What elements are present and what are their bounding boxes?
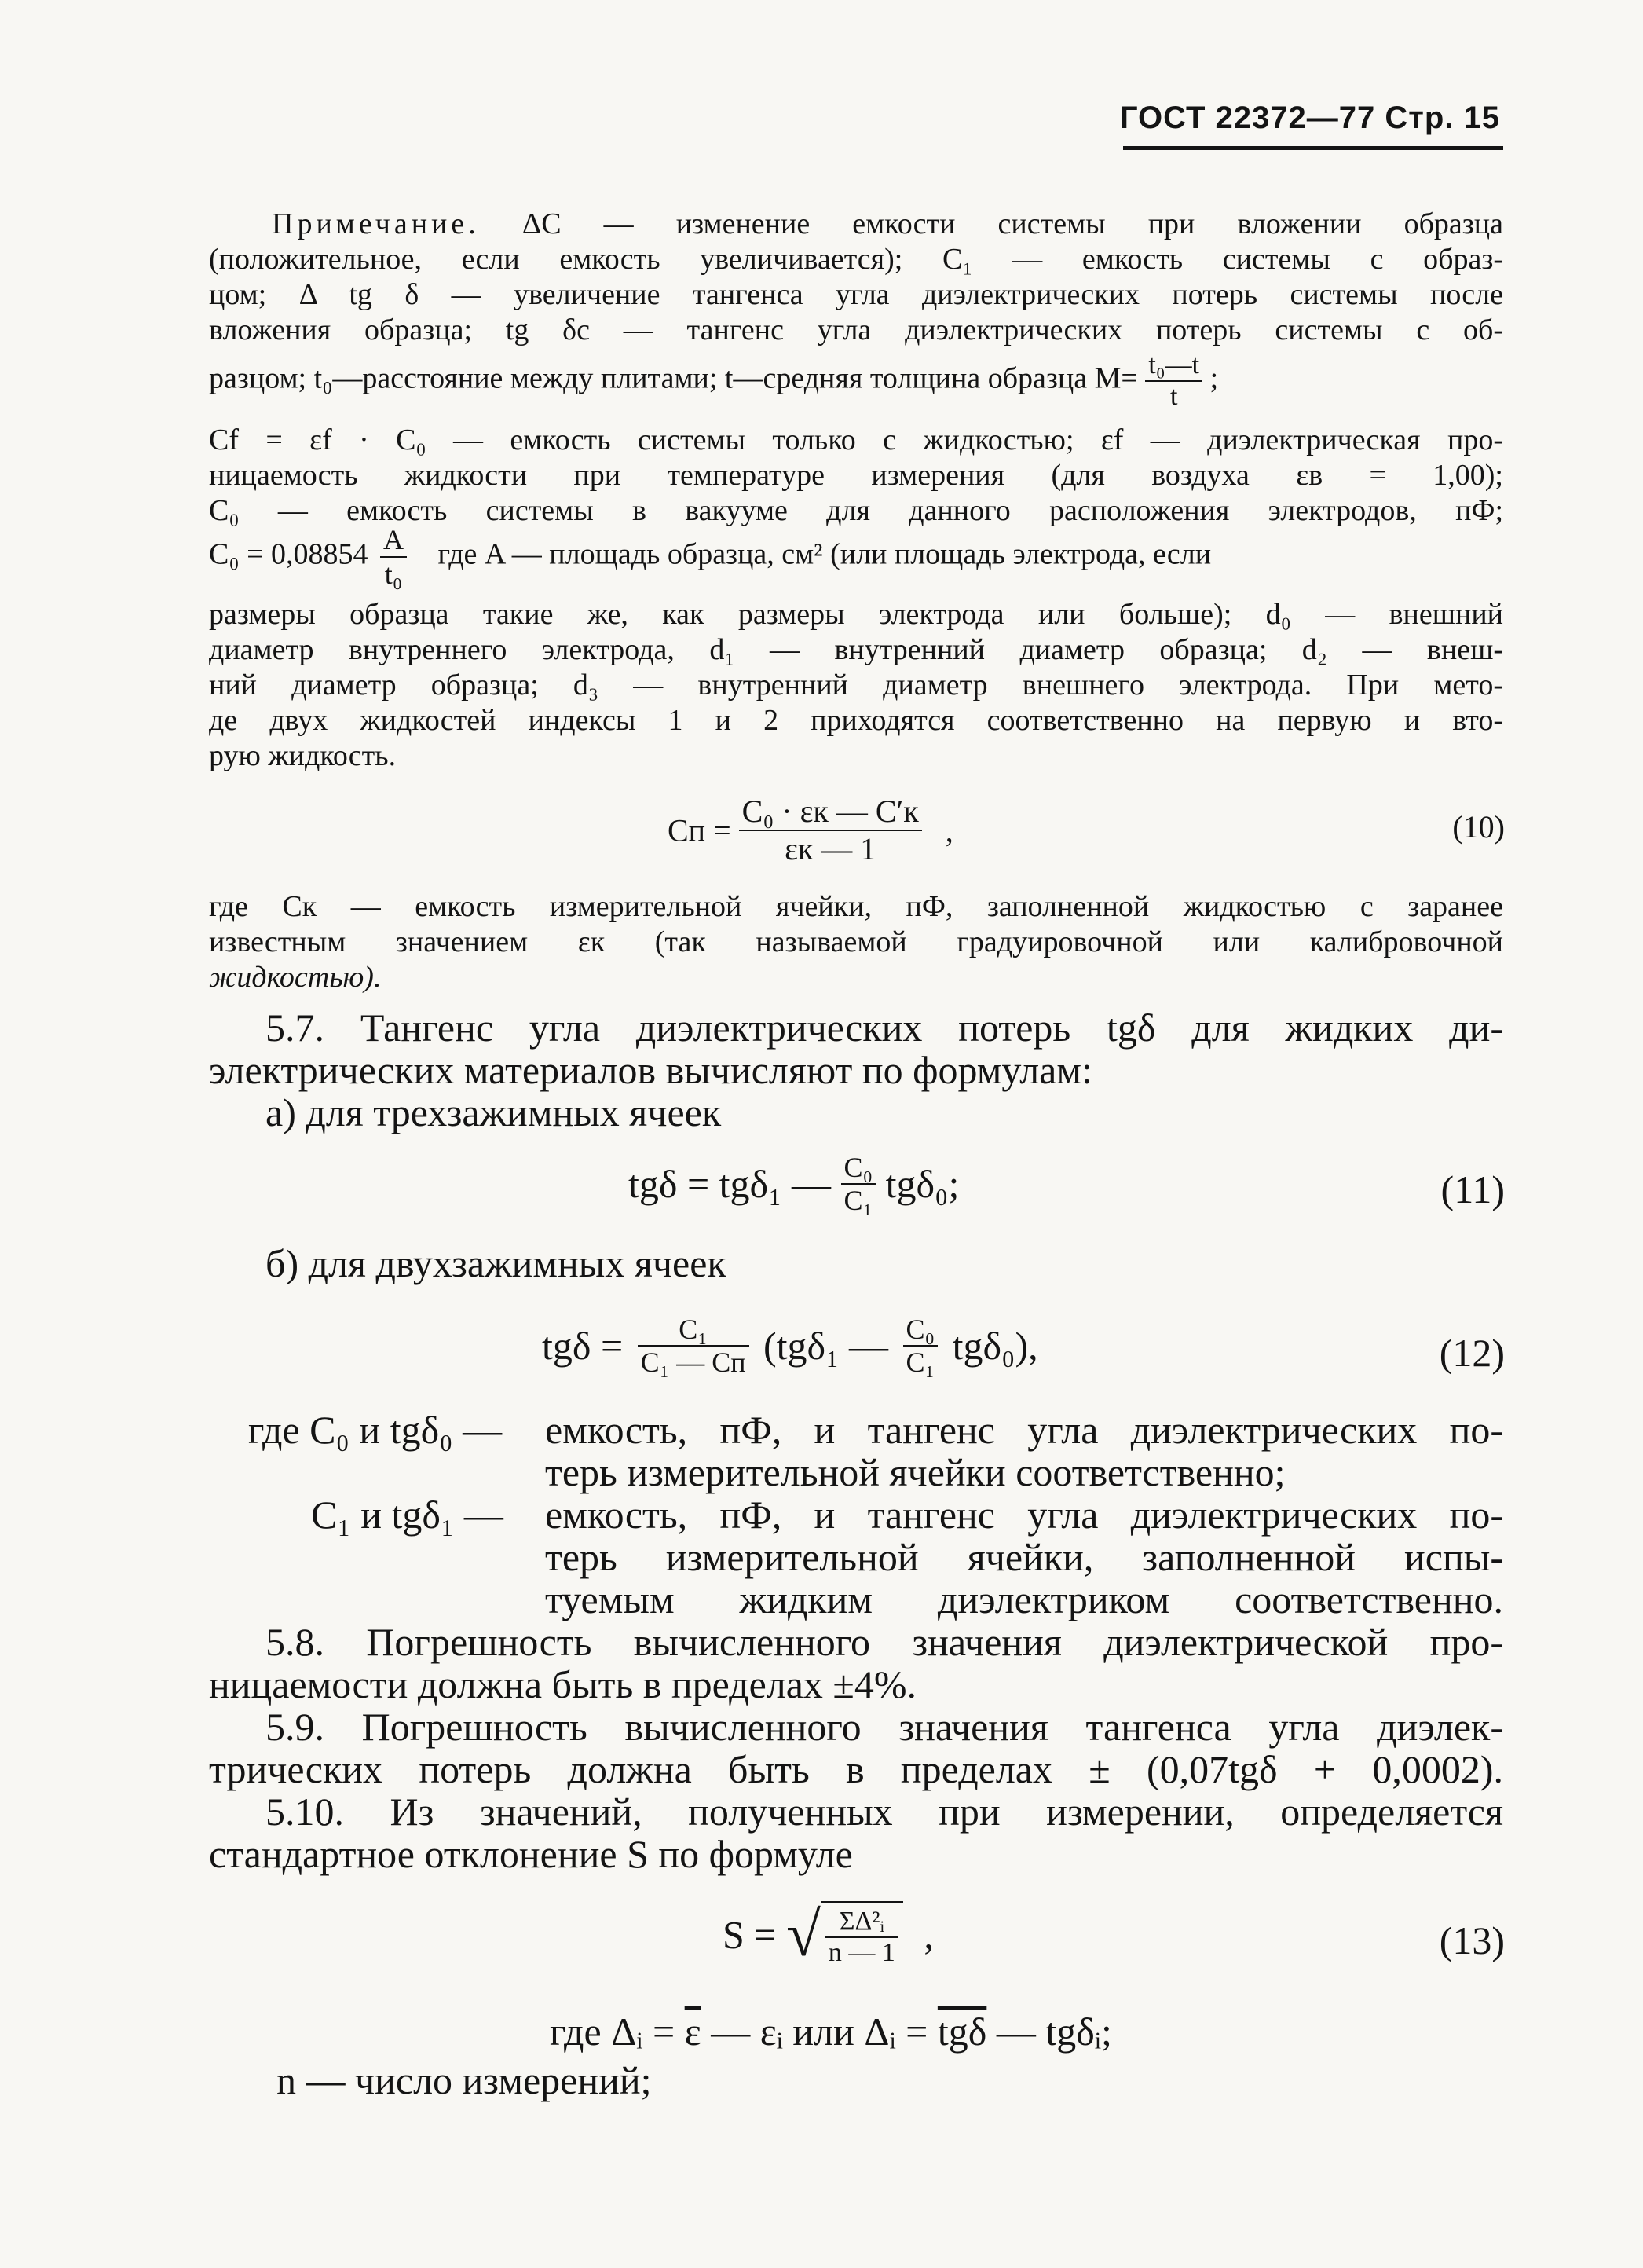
note-label: Примечание. bbox=[272, 207, 480, 240]
eq11-left: tgδ = tgδ₁ — bbox=[628, 1162, 832, 1206]
equation-13 bbox=[723, 1901, 934, 1968]
eq12-fraction-1 bbox=[638, 1314, 749, 1378]
m-fraction bbox=[1145, 350, 1202, 412]
p59-line-2: трических потерь должна быть в пределах ± (0,07tgδ + 0,0002). bbox=[209, 1747, 1503, 1791]
p57-item-b: б) для двухзажимных ячеек bbox=[265, 1241, 726, 1285]
p510-line-1: 5.10. Из значений, полученных при измерении, определяется bbox=[265, 1790, 1503, 1834]
eq13-fraction bbox=[825, 1907, 898, 1968]
eps-mean: $\overline{\varepsilon}$ bbox=[684, 2010, 701, 2054]
note-line-6: Cf = εf · C₀ — емкость системы только с жидкостью; εf — диэлектрическая про- bbox=[209, 423, 1503, 456]
eq13-num: ΣΔ²ᵢ bbox=[825, 1907, 898, 1938]
eq12-fraction-2 bbox=[903, 1314, 939, 1378]
eq11-fraction bbox=[841, 1152, 876, 1216]
eq13-tail: , bbox=[924, 1912, 934, 1957]
eq10-tail: , bbox=[945, 812, 953, 848]
eq12-frac1-den: C₁ — Cп bbox=[640, 1347, 746, 1378]
note-line-10: размеры образца такие же, как размеры электрода или больше); d₀ — внешний bbox=[209, 598, 1503, 631]
page-header: ГОСТ 22372—77 Стр. 15 bbox=[1119, 101, 1500, 135]
m-fraction-den: t bbox=[1169, 382, 1178, 411]
eq12-number: (12) bbox=[1439, 1331, 1505, 1375]
note-line5-text: разцом; t₀—расстояние между плитами; t—средняя толщина образца M= bbox=[209, 361, 1138, 395]
eq13-number: (13) bbox=[1439, 1918, 1505, 1962]
eq12-frac1-num: C₁ bbox=[638, 1314, 749, 1347]
eq11-num: C₀ bbox=[841, 1152, 876, 1185]
note-line-14: рую жидкость. bbox=[209, 739, 397, 772]
def-1-line-1: емкость, пФ, и тангенс угла диэлектрических по- bbox=[545, 1408, 1503, 1452]
eq13-where-suffix: — tgδᵢ; bbox=[996, 2010, 1112, 2054]
eq13-where-prefix: где Δᵢ = bbox=[550, 2010, 675, 2054]
eq13-lhs: S = bbox=[723, 1912, 777, 1957]
def-2-term: C₁ и tgδ₁ — bbox=[311, 1493, 503, 1537]
eq11-right: tgδ₀; bbox=[885, 1162, 960, 1206]
def-1-term: где C₀ и tgδ₀ — bbox=[248, 1408, 503, 1452]
p510-line-2: стандартное отклонение S по формуле bbox=[209, 1832, 853, 1876]
note-line-7: ницаемость жидкости при температуре измерения (для воздуха εв = 1,00); bbox=[209, 459, 1503, 492]
eq13-sqrt bbox=[786, 1901, 903, 1968]
c0-formula-right: где A — площадь образца, см² (или площадь электрода, если bbox=[437, 537, 1212, 571]
m-fraction-num: t₀—t bbox=[1145, 350, 1202, 382]
p57-line-2: электрических материалов вычисляют по формулам: bbox=[209, 1048, 1092, 1092]
equation-11 bbox=[628, 1152, 959, 1216]
note-line-11: диаметр внутреннего электрода, d₁ — внутренний диаметр образца; d₂ — внеш- bbox=[209, 633, 1503, 666]
eq10-where-line-3: жидкостью). bbox=[209, 961, 382, 994]
eq13-where-line-1 bbox=[550, 2011, 1112, 2052]
p58-line-1: 5.8. Погрешность вычисленного значения диэлектрической про- bbox=[265, 1620, 1503, 1664]
p57-line-1: 5.7. Тангенс угла диэлектрических потерь tgδ для жидких ди- bbox=[265, 1006, 1503, 1050]
eq10-den: εк — 1 bbox=[785, 831, 876, 867]
note-line-3: цом; Δ tg δ — увеличение тангенса угла диэлектрических потерь системы после bbox=[209, 278, 1503, 311]
eq12-frac2-den: C₁ bbox=[906, 1347, 935, 1378]
eq12-left: tgδ = bbox=[542, 1324, 624, 1368]
p59-line-1: 5.9. Погрешность вычисленного значения тангенса угла диэлек- bbox=[265, 1705, 1503, 1749]
note-line-12: ний диаметр образца; d₃ — внутренний диаметр внешнего электрода. При мето- bbox=[209, 669, 1503, 702]
p57-item-a: а) для трехзажимных ячеек bbox=[265, 1090, 722, 1134]
def-1-line-2: терь измерительной ячейки соответственно; bbox=[545, 1450, 1286, 1494]
c0-fraction bbox=[380, 523, 407, 591]
eq13-den: n — 1 bbox=[828, 1938, 895, 1967]
eq11-den: C₁ bbox=[843, 1185, 873, 1216]
eq13-where-line-2: n — число измерений; bbox=[276, 2058, 652, 2102]
eq10-number: (10) bbox=[1452, 809, 1505, 845]
note-line5-tail: ; bbox=[1209, 361, 1219, 395]
header-rule bbox=[1123, 146, 1503, 150]
sqrt-sign-icon: √ bbox=[786, 1900, 821, 1969]
eq10-lhs: Cп = bbox=[668, 812, 731, 848]
tg-mean: $\overline{tg\delta}$ bbox=[937, 2010, 987, 2054]
eq10-fraction bbox=[739, 793, 922, 867]
equation-10 bbox=[668, 793, 953, 867]
note-line-8: C₀ — емкость системы в вакууме для данного расположения электродов, пФ; bbox=[209, 494, 1503, 527]
def-2-line-3: туемым жидким диэлектриком соответственно. bbox=[545, 1577, 1503, 1621]
eq11-number: (11) bbox=[1440, 1167, 1505, 1211]
eq10-num: C₀ · εк — C′к bbox=[739, 793, 922, 831]
def-2-line-2: терь измерительной ячейки, заполненной испы- bbox=[545, 1535, 1503, 1579]
note-c0-formula bbox=[209, 523, 1211, 591]
equation-12 bbox=[542, 1314, 1038, 1378]
def-2-line-1: емкость, пФ, и тангенс угла диэлектрических по- bbox=[545, 1493, 1503, 1537]
eq12-mid: (tgδ₁ — bbox=[763, 1324, 889, 1368]
c0-formula-left: C₀ = 0,08854 bbox=[209, 537, 368, 571]
p58-line-2: ницаемости должна быть в пределах ±4%. bbox=[209, 1662, 917, 1706]
note-line-1 bbox=[272, 207, 1503, 242]
note-line1-rest: ΔC — изменение емкости системы при вложении образца bbox=[521, 207, 1503, 240]
note-line-13: де двух жидкостей индексы 1 и 2 приходятся соответственно на первую и вто- bbox=[209, 704, 1503, 737]
eq10-where-line-2: известным значением εк (так называемой градуировочной или калибровочной bbox=[209, 925, 1503, 958]
note-line-5 bbox=[209, 350, 1218, 412]
eq12-frac2-num: C₀ bbox=[903, 1314, 939, 1347]
eq10-where-line-1: где Cк — емкость измерительной ячейки, пФ, заполненной жидкостью с заранее bbox=[209, 890, 1503, 923]
eq12-right: tgδ₀), bbox=[952, 1324, 1038, 1368]
c0-fraction-num: A bbox=[380, 523, 407, 558]
note-line-4: вложения образца; tg δc — тангенс угла диэлектрических потерь системы с об- bbox=[209, 313, 1503, 346]
eq13-where-mid: — εᵢ или Δᵢ = bbox=[711, 2010, 928, 2054]
note-line-2: (положительное, если емкость увеличивается); C₁ — емкость системы с образ- bbox=[209, 243, 1503, 276]
c0-fraction-den: t₀ bbox=[384, 559, 403, 590]
